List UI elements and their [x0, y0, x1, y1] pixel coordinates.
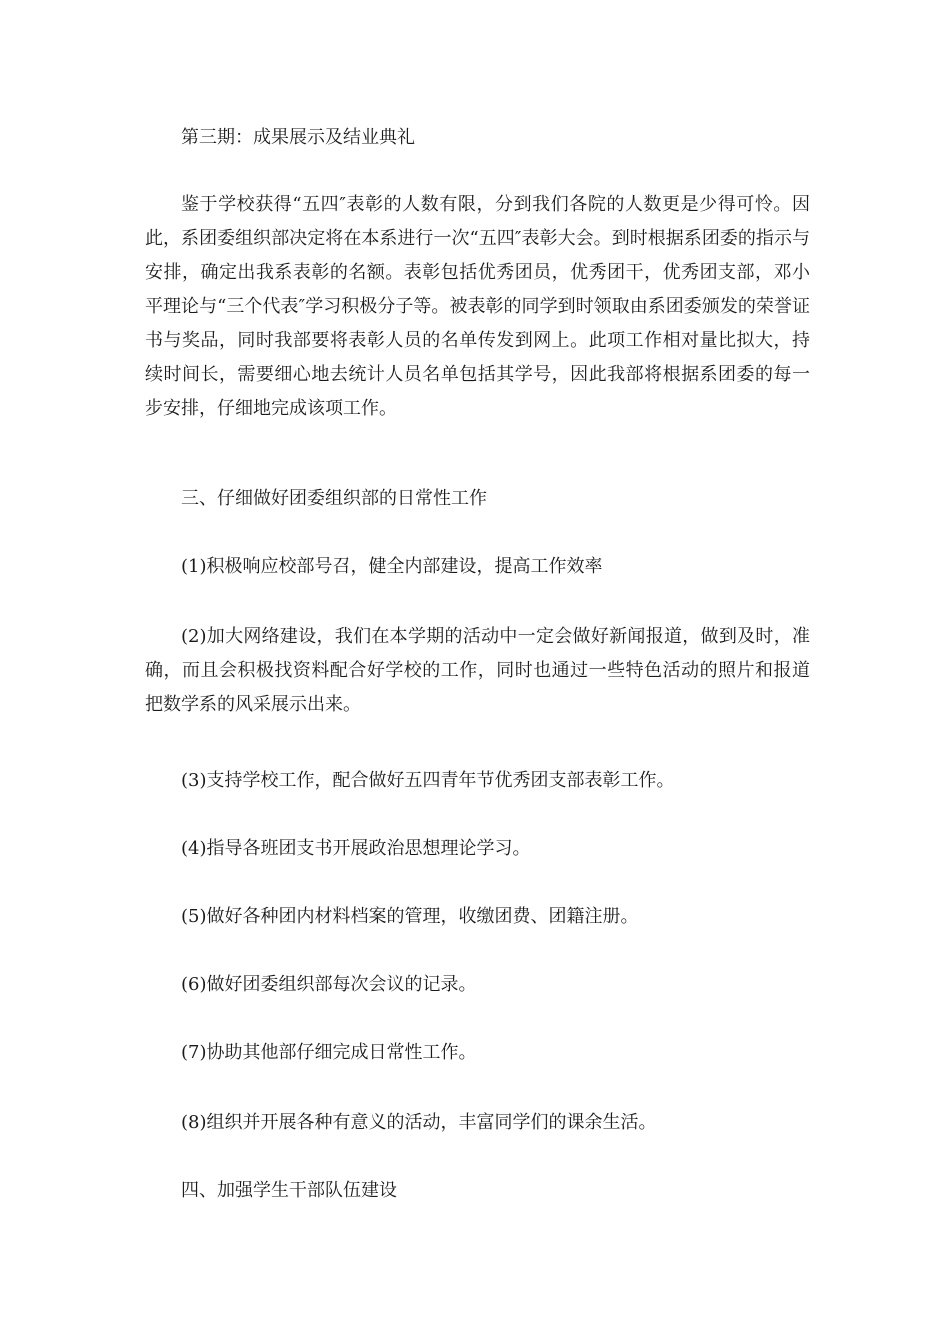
phase-three-heading: 第三期：成果展示及结业典礼 [181, 127, 415, 148]
list-item-6: (6)做好团委组织部每次会议的记录。 [181, 974, 477, 995]
section-three-heading: 三、仔细做好团委组织部的日常性工作 [181, 488, 487, 509]
section-four-heading: 四、加强学生干部队伍建设 [181, 1180, 397, 1201]
list-item-8: (8)组织并开展各种有意义的活动，丰富同学们的课余生活。 [181, 1112, 657, 1133]
list-item-7: (7)协助其他部仔细完成日常性工作。 [181, 1042, 477, 1063]
list-item-2: (2)加大网络建设，我们在本学期的活动中一定会做好新闻报道，做到及时，准确，而且会积极找资料配合好学校的工作，同时也通过一些特色活动的照片和报道把数学系的风采展示出来。 [145, 626, 810, 715]
commendation-paragraph: 鉴于学校获得“五四″表彰的人数有限，分到我们各院的人数更是少得可怜。因此，系团委组织部决定将在本系进行一次“五四″表彰大会。到时根据系团委的指示与安排，确定出我系表彰的名额。表彰包括优秀团员，优秀团干，优秀团支部，邓小平理论与“三个代表″学习积极分子等。被表彰的同学到时领取由系团委颁发的荣誉证书与奖品，同时我部要将表彰人员的名单传发到网上。此项工作相对量比拟大，持续时间长，需要细心地去统计人员名单包括其学号，因此我部将根据系团委的每一步安排，仔细地完成该项工作。 [145, 194, 810, 419]
list-item-4: (4)指导各班团支书开展政治思想理论学习。 [181, 838, 531, 859]
list-item-5: (5)做好各种团内材料档案的管理，收缴团费、团籍注册。 [181, 906, 639, 927]
list-item-3: (3)支持学校工作，配合做好五四青年节优秀团支部表彰工作。 [181, 770, 675, 791]
list-item-1: (1)积极响应校部号召，健全内部建设，提高工作效率 [181, 556, 603, 577]
